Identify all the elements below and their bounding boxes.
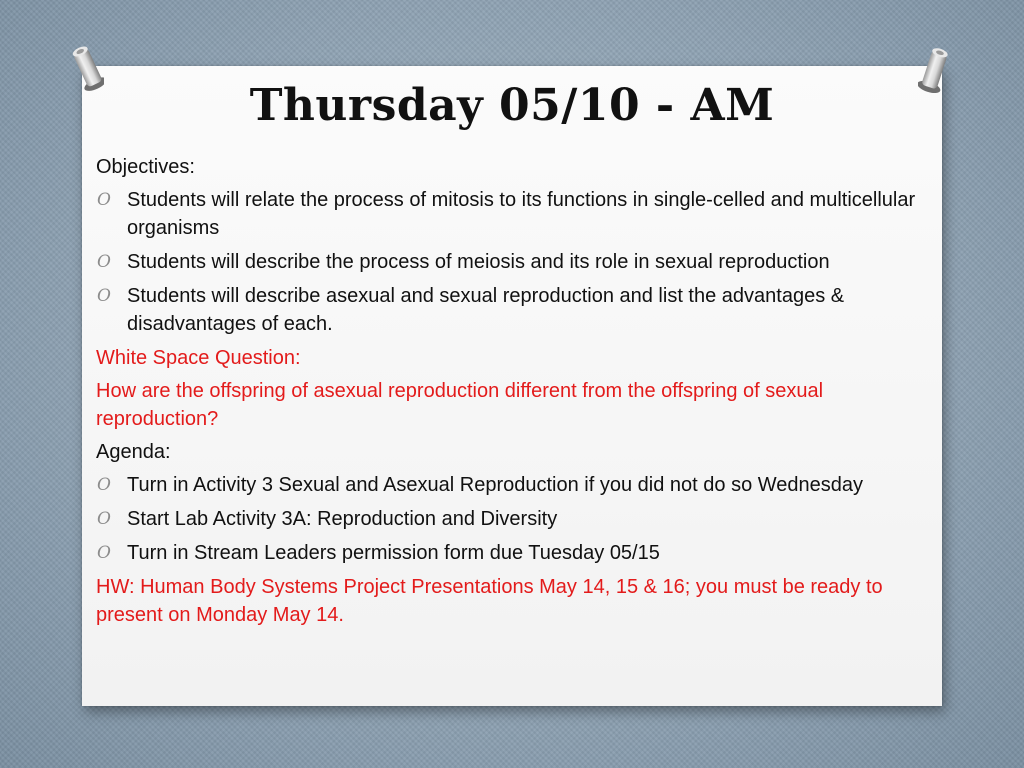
objective-text: Students will relate the process of mitosis to its functions in single-celled and multicellular organisms	[127, 189, 916, 239]
bullet-icon: O	[97, 475, 111, 495]
list-item	[96, 282, 932, 338]
white-space-heading: White Space Question:	[96, 347, 301, 369]
list-item	[96, 505, 932, 533]
slide-content	[96, 153, 932, 634]
list-item	[96, 248, 932, 276]
bullet-icon: O	[97, 286, 111, 306]
list-item	[96, 539, 932, 567]
agenda-heading: Agenda:	[96, 441, 171, 463]
agenda-list	[96, 471, 932, 567]
bullet-icon: O	[97, 252, 111, 272]
agenda-text: Turn in Stream Leaders permission form due Tuesday 05/15	[127, 542, 660, 564]
homework-text: HW: Human Body Systems Project Presentations May 14, 15 & 16; you must be ready to present on Monday May 14.	[96, 576, 883, 626]
bullet-icon: O	[97, 509, 111, 529]
bullet-icon: O	[97, 543, 111, 563]
objectives-list	[96, 186, 932, 338]
bullet-icon: O	[97, 190, 111, 210]
list-item	[96, 186, 932, 242]
page-title: Thursday 05/10 - AM	[249, 80, 775, 131]
objective-text: Students will describe asexual and sexual reproduction and list the advantages & disadvantages of each.	[127, 285, 845, 335]
agenda-text: Turn in Activity 3 Sexual and Asexual Reproduction if you did not do so Wednesday	[127, 474, 863, 496]
objectives-heading: Objectives:	[96, 156, 195, 178]
agenda-text: Start Lab Activity 3A: Reproduction and Diversity	[127, 508, 558, 530]
white-space-question: How are the offspring of asexual reproduction different from the offspring of sexual reproduction?	[96, 380, 824, 430]
list-item	[96, 471, 932, 499]
objective-text: Students will describe the process of meiosis and its role in sexual reproduction	[127, 251, 830, 273]
